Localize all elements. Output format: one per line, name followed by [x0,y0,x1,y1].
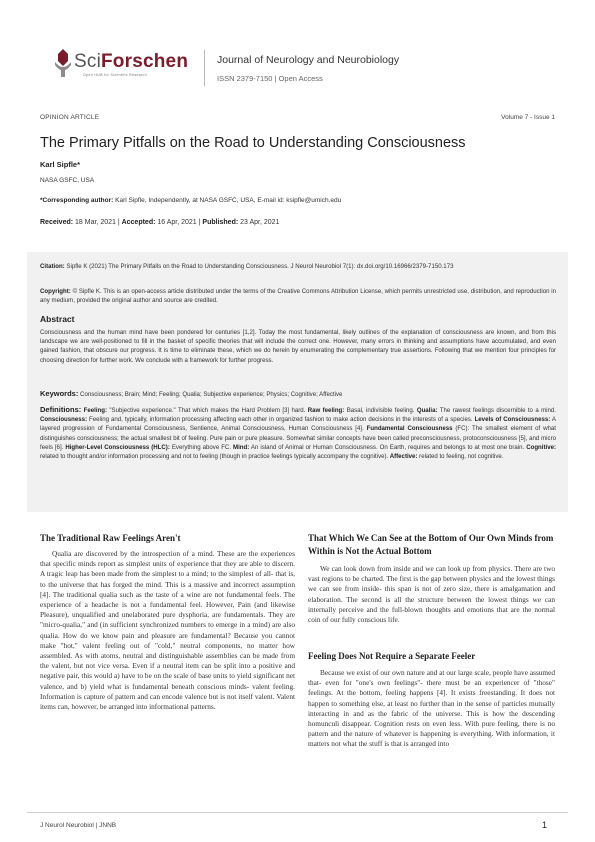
author-name: Karl Sipfle* [40,160,81,169]
footer-divider [27,812,568,813]
header-divider [204,50,205,86]
definition-text: related to thought and/or information processing and not to feeling (though in practice feelings typically accompany the cognitive). [40,453,389,461]
definition-term: Higher-Level Consciousness (HLC): [63,443,170,451]
section-heading-bottom-of-minds: That Which We Can See at the Bottom of Our Own Minds from Within is Not the Actual Bottom [308,533,554,556]
section-heading-separate-feeler: Feeling Does Not Require a Separate Feeler [308,651,476,661]
article-type: OPINION ARTICLE [40,114,100,121]
copyright-label: Copyright: [40,288,71,295]
definition-term: Feeling: [81,407,107,414]
corr-text: Karl Sipfle, Independently, at NASA GSFC, USA, E-mail id: ksipfle@umich.edu [113,197,342,204]
definition-term: Mind: [231,443,250,451]
journal-name: Journal of Neurology and Neurobiology [217,54,400,66]
volume-issue: Volume 7 - Issue 1 [501,114,555,121]
page-number: 1 [541,820,547,830]
corresponding-author [40,197,341,204]
definition-text: "Subjective experience." That which makes the Hard Problem [3] hard. [107,407,306,414]
definition-text: An island of Animal or Human Consciousness. On Earth, requires and belongs to at most one brain. [249,443,525,451]
section-heading-raw-feelings: The Traditional Raw Feelings Aren't [40,533,181,543]
citation-text: Sipfle K (2021) The Primary Pitfalls on the Road to Understanding Consciousness. J Neurol Neurobiol 7(1): dx.doi.org/10.16966/2379-7150.173 [64,263,454,270]
abstract-box [27,252,568,512]
definitions [40,405,556,461]
definition-term: Consciousness: [40,416,88,424]
definitions-label: Definitions: [40,405,82,414]
published-label: Published: [202,219,239,226]
received-label: Received: [40,219,74,226]
definition-term: Raw feeling: [305,407,345,414]
definition-term: Cognitive: [524,443,556,451]
definition-text: The rawest feelings discernible to a mind. [437,407,556,414]
definition-text: Everything above FC. [169,443,232,451]
definition-term: Qualia: [414,407,438,414]
section-body-raw-feelings [40,549,295,712]
logo-tagline: Open HUB for Scientific Research [83,73,147,77]
definition-term: Fundamental Consciousness [363,425,453,433]
published-date: 23 Apr, 2021 [238,219,280,226]
keywords-label: Keywords: [40,389,79,398]
abstract-heading: Abstract [40,314,75,324]
definition-text: related to feeling, not cognitive. [417,453,504,461]
corr-label: *Corresponding author: [40,197,114,204]
paragraph: We can look down from inside and we can look up from physics. There are two vast regions to be charted. The first is the gap between physics and the lowest things we can see from inside- this span is not of zero size, there is amalgamation and elaboration. The second is all the structure between the lowest things we can internally perceive and the full-blown thoughts and emotions that are the normal coin of our fully conscious life. [308,564,555,625]
copyright [40,287,556,305]
article-title: The Primary Pitfalls on the Road to Understanding Consciousness [40,135,466,151]
section-body-separate-feeler [308,668,555,750]
accepted-date: 16 Apr, 2021 | [155,219,203,226]
keywords [40,389,556,399]
footer-journal: J Neurol Neurobiol | JNNB [40,822,117,829]
definition-text: Basal, indivisible feeling. [344,407,415,414]
paragraph: Because we exist of our own nature and at our large scale, people have assumed that- even for "one's own feelings"- there must be an experiencer of "those" feelings. At the bottom, feeling happens [4]. It exists freestanding. It does not happen to something else, at least no further than in the sense of particles mutually interacting in and as the fabric of the universe. This is how the descending homunculi disappear. Cognition rests on even less. With pure feeling, there is no pattern and the nature of whatever is happening is everything. With information, it matters not what the stuff is that is arranged into [308,668,555,749]
definition-term: Levels of Consciousness: [472,416,551,424]
citation-label: Citation: [40,263,65,270]
definition-text: A layered progression of Fundamental Consciousness, Sentience, Animal Consciousness, Human Consciousness [4]. [40,416,556,433]
definition-term: Affective: [388,453,418,461]
section-body-bottom-of-minds [308,564,555,625]
definition-text: (FC): The smallest element of what distinguishes consciousness; the actual smallest bit of feeling. Pure pain or pure pleasure. Somewhat similar concepts have been called preconsciousness, protoconsciousness [5], and micro feels [6]. [40,425,556,451]
sciforschen-logo [52,48,192,82]
abstract-text: Consciousness and the human mind have been pondered for centuries [1,2]. Today the most fundamental, likely outlines of the explanation of consciousness are known, and from this landscape we are well-positioned to fill in the basket of specific theories that will include the correct one. However, many errors in thinking and assumptions have accumulated, and even gained fashion, that obscure our progress. It is time to eliminate these, which we do herein by enumerating the complementary true assertions. Following that we mention four principles for choosing direction for further work. We conclude with a framework for further progress. [40,329,556,364]
keywords-text: Consciousness; Brain; Mind; Feeling; Qualia; Subjective experience; Physics; Cognitive; Affective [78,391,343,398]
journal-issn: ISSN 2379-7150 | Open Access [217,74,323,83]
logo-mark-icon [52,48,74,78]
copyright-text: © Sipfle K. This is an open-access article distributed under the terms of the Creative Commons Attribution License, which permits unrestricted use, distribution, and reproduction in any medium, provided the original author and source are credited. [40,288,556,305]
received-date: 18 Mar, 2021 | [73,219,122,226]
paragraph: Qualia are discovered by the introspection of a mind. These are the experiences that specific minds report as simplest units of experience that they are able to discern. A tragic leap has been made from the simplest to a mind; to the simplest of all- that is, to the universe that has forged the mind. This is a massive and incorrect assumption [4]. The traditional qualia such as the taste of a wine are not fundamental feels. The experience of a headache is not a fundamental feel. However, Pain (and likewise Pleasure), unqualified and unelaborated pure dysphoria, are fundamentals. They are "micro-qualia," and (in sufficient synchronized numbers to emerge in a mind) are also qualia. How do we know pain and pleasure are fundamental? Because you cannot make "hot," valent feeling out of "cold," neutral components, no matter how assembled. As with atoms, neutral and distinguishable assemblies can be made from the valent, but not vice versa. Even if a neutral item can be split into a positive and negative pair, this would a) have to be on the scale of base units to yield significant net valence, and b) yield what is fundamental beneath conscious minds- valent feeling. Information is capture of pattern and can encode valence but is not itself valent. Valent items can, however, be arranged into informational patterns. [40,549,295,712]
author-affiliation: NASA GSFC, USA [40,177,95,184]
accepted-label: Accepted: [121,219,156,226]
definition-text: Feeling and, typically, information processing affecting each other in organized fashion to make action decisions in the interests of a species. [87,416,473,424]
logo-wordmark: SciForschen [74,51,189,72]
citation [40,262,556,271]
article-dates [40,219,279,226]
